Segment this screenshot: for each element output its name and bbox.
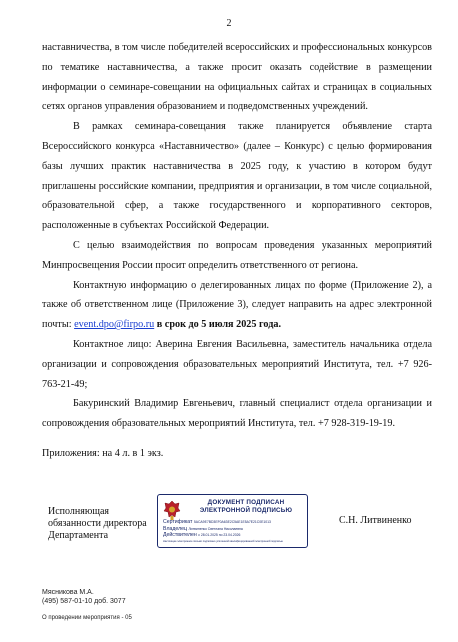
signatory-title bbox=[48, 506, 147, 541]
signatory-title-line: Департамента bbox=[48, 529, 109, 541]
signatory-title-line: Исполняющая bbox=[48, 506, 110, 517]
valid-value: с 28.01.2025 по 23.04.2026 bbox=[198, 533, 241, 537]
paragraph-1: наставничества, в том числе победителей всероссийских и профессиональных конкурсов по тематике наставничества, а также просит оказать содействие в размещении информации о семинаре-совещании на официальных сайтах и страницах в социальных сетях органов управления образованием и подведомственных учреждений. bbox=[42, 42, 432, 113]
stamp-header-line: ДОКУМЕНТ ПОДПИСАН bbox=[207, 499, 285, 506]
footer-author: Мясникова М.А. bbox=[42, 589, 94, 596]
paragraph-contact-person: Контактное лицо: Аверина Евгения Васильевна, заместитель начальника отдела организации и сопровождения образовательных мероприятий Института, тел. +7 926-763-21-49; bbox=[42, 338, 432, 390]
contact-text: Контактную информацию о делегированных лицах по форме (Приложение 2), а также об ответственном лице (Приложение 3), следует направить на адрес электронной почты: bbox=[42, 279, 432, 331]
page-number: 2 bbox=[226, 18, 232, 29]
certificate-value: 5ACA9E7BD3EF0A63E2C5AE1E5A7E21C0E1013 bbox=[193, 520, 271, 524]
owner-label: Владелец bbox=[163, 525, 187, 532]
electronic-signature-stamp bbox=[157, 494, 308, 548]
stamp-owner-row bbox=[163, 526, 243, 532]
stamp-header bbox=[186, 499, 306, 514]
emblem-icon bbox=[162, 499, 182, 521]
letter-body bbox=[42, 38, 432, 434]
stamp-fine-print: Настоящее электронное письмо подписано усиленной квалифицированной электронной подписью bbox=[163, 540, 283, 543]
paragraph-2: В рамках семинара-совещания также планируется объявление старта Всероссийского конкурса «Наставничество» (далее – Конкурс) с целью формирования базы лучших практик наставничества в 2025 году, к участию в котором будут приглашены российские компании, предприятия и организации, в том числе социальной, образовательной сфер, а также государственного и корпоративного секторов, расположенные в субъектах Российской Федерации. bbox=[42, 121, 432, 232]
owner-value: Литвиненко Светлана Николаевна bbox=[188, 526, 243, 531]
signatory-title-line: обязанности директора bbox=[48, 517, 147, 529]
stamp-header-line: ЭЛЕКТРОННОЙ ПОДПИСЬЮ bbox=[199, 506, 293, 514]
footer-phone: (495) 587-01-10 доб. 3077 bbox=[42, 598, 126, 605]
email-link[interactable]: event.dpo@firpo.ru bbox=[74, 319, 155, 331]
stamp-certificate-row bbox=[163, 519, 271, 525]
valid-label: Действителен bbox=[163, 532, 197, 538]
deadline-text: в срок до 5 июля 2025 года. bbox=[154, 319, 281, 331]
paragraph-3: С целью взаимодействия по вопросам проведения указанных мероприятий Минпросвещения России просит определить ответственного от региона. bbox=[42, 239, 432, 271]
signatory-name: С.Н. Литвиненко bbox=[339, 515, 412, 526]
footer-subject: О проведении мероприятия - 05 bbox=[42, 615, 132, 621]
paragraph-contact-info bbox=[42, 276, 432, 335]
paragraph-second-contact: Бакуринский Владимир Евгеньевич, главный специалист отдела организации и сопровождения образовательных мероприятий Института, тел. +7 928-319-19-19. bbox=[42, 398, 432, 430]
attachments-note: Приложения: на 4 л. в 1 экз. bbox=[42, 448, 164, 459]
stamp-valid-row bbox=[163, 532, 240, 538]
certificate-label: Сертификат bbox=[163, 519, 193, 525]
